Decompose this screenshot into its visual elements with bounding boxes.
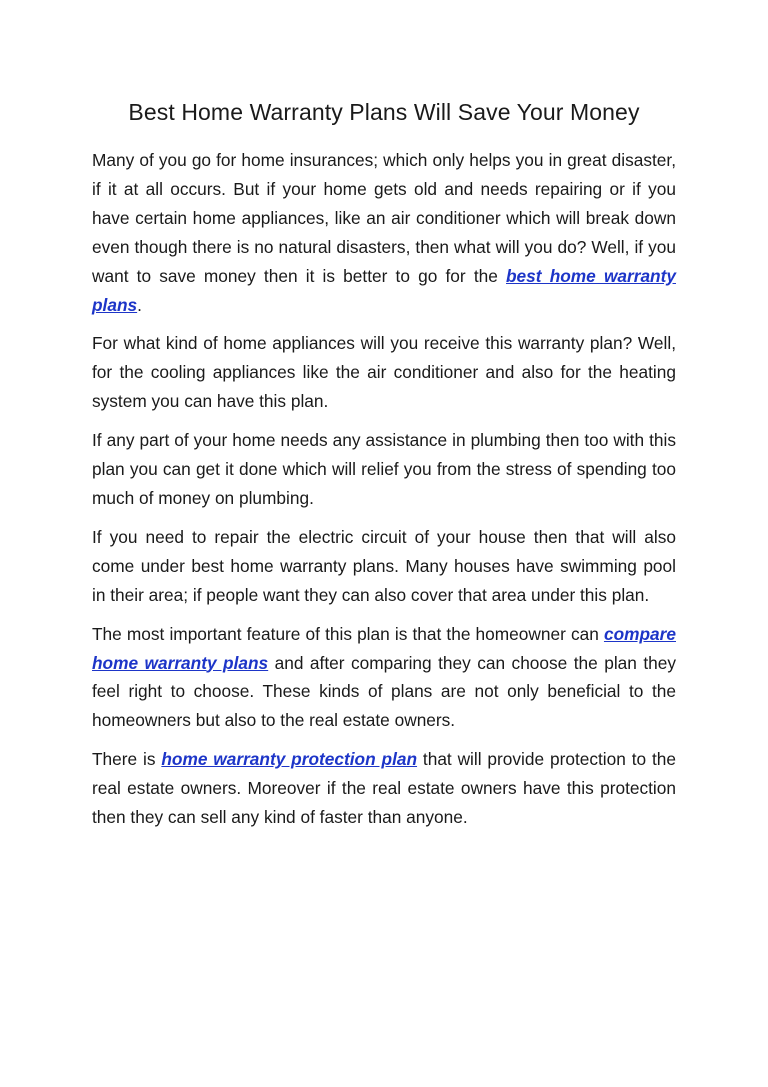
- paragraph-electric: If you need to repair the electric circuit of your house then that will also come under best home warranty plans. Many houses have swimming pool in their area; if people want they can also cover that area under this plan.: [92, 526, 676, 605]
- compare-home-warranty-plans-link[interactable]: compare home warranty plans: [92, 623, 676, 673]
- paragraph-plumbing: If any part of your home needs any assistance in plumbing then too with this plan you can get it done which will relief you from the stress of spending too much of money on plumbing.: [92, 430, 676, 508]
- paragraph-protection: [92, 745, 676, 832]
- paragraph-intro: [92, 146, 676, 319]
- document-body: [92, 146, 676, 842]
- document-title: Best Home Warranty Plans Will Save Your Money: [128, 99, 640, 125]
- paragraph-text: that will provide protection to the real estate owners. Moreover if the real estate owners have this protection then they can sell any kind of faster than anyone.: [92, 749, 676, 828]
- paragraph-appliances: For what kind of home appliances will you receive this warranty plan? Well, for the cooling appliances like the air conditioner and also for the heating system you can have this plan.: [92, 333, 676, 412]
- paragraph-text: Many of you go for home insurances; which only helps you in great disaster, if it at all occurs. But if your home gets old and needs repairing or if you have certain home appliances, like an air conditioner which will break down even though there is no natural disasters, then what will you do? Well, if you want to save money then it is better to go for the: [92, 150, 676, 286]
- home-warranty-protection-plan-link[interactable]: home warranty protection plan: [161, 749, 418, 770]
- paragraph-text: There is: [92, 749, 162, 770]
- paragraph-text: and after comparing they can choose the plan they feel right to choose. These kinds of plans are not only beneficial to the homeowners but also to the real estate owners.: [92, 652, 677, 731]
- paragraph-text: .: [137, 294, 142, 315]
- paragraph-compare: [92, 620, 676, 736]
- paragraph-text: The most important feature of this plan is that the homeowner can: [92, 623, 604, 644]
- best-home-warranty-plans-link[interactable]: best home warranty plans: [92, 265, 676, 315]
